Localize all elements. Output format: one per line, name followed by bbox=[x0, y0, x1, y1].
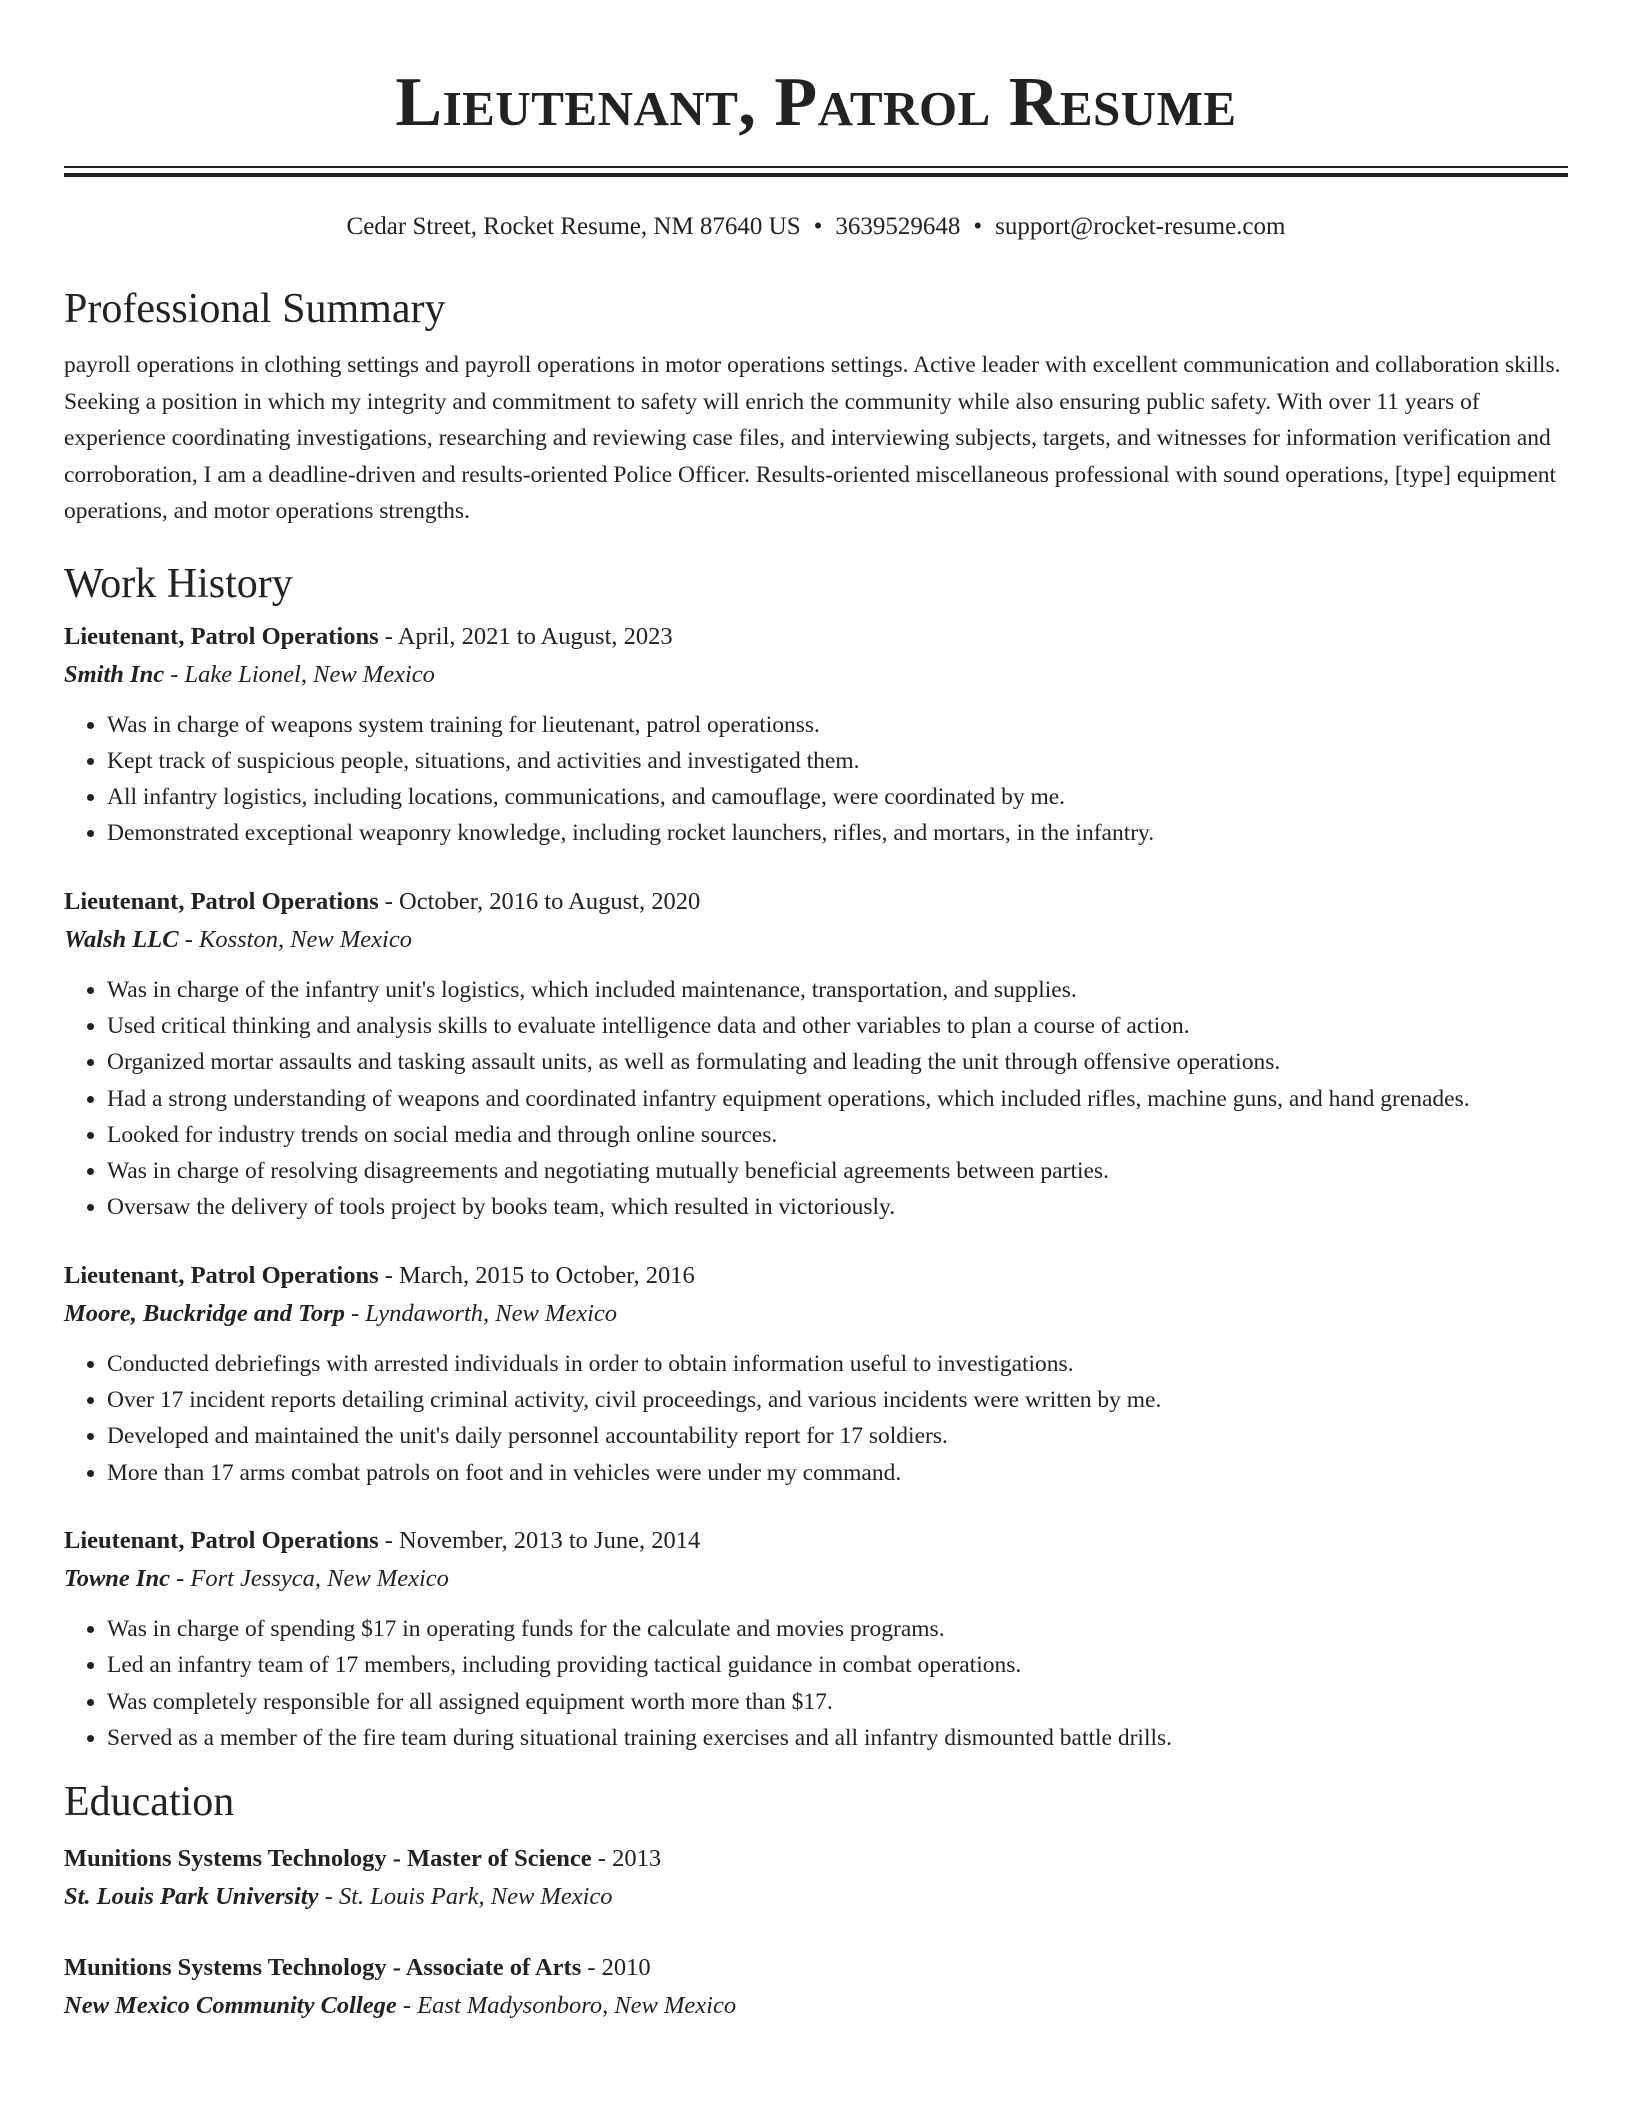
education-year: - 2013 bbox=[591, 1845, 662, 1873]
education-degree: Munitions Systems Technology - Associate of Arts bbox=[64, 1954, 582, 1982]
job-bullet: • All infantry logistics, including locations, communications, and camouflage, were coordinated by me. bbox=[107, 779, 1568, 815]
education-year: - 2010 bbox=[581, 1954, 651, 1982]
work-history-heading: Work History bbox=[64, 560, 293, 607]
job-company: Moore, Buckridge and Torp bbox=[64, 1299, 345, 1327]
education-degree-line bbox=[64, 1840, 1568, 1878]
job-bullet: • Over 17 incident reports detailing criminal activity, civil proceedings, and various incidents were written by me. bbox=[107, 1382, 1568, 1418]
education-school: St. Louis Park University bbox=[64, 1883, 319, 1911]
education-degree: Munitions Systems Technology - Master of Science bbox=[64, 1845, 592, 1873]
job-bullet: • Used critical thinking and analysis skills to evaluate intelligence data and other variables to plan a course of action. bbox=[107, 1008, 1568, 1044]
job-bullets bbox=[64, 707, 1568, 852]
job-entry bbox=[64, 1522, 1568, 1756]
contact-email: support@rocket-resume.com bbox=[995, 213, 1286, 240]
job-title-line bbox=[64, 1257, 1568, 1295]
title-divider bbox=[64, 166, 1568, 177]
job-bullet: • Was in charge of resolving disagreements and negotiating mutually beneficial agreements between parties. bbox=[107, 1153, 1568, 1189]
job-role: Lieutenant, Patrol Operations bbox=[64, 887, 379, 915]
job-bullet: • More than 17 arms combat patrols on foot and in vehicles were under my command. bbox=[107, 1455, 1568, 1491]
job-bullets bbox=[64, 972, 1568, 1226]
summary-text: payroll operations in clothing settings and payroll operations in motor operations settings. Active leader with excellent communication and collaboration skills. Seeking a position in which my integrity and commitment to safety will enrich the community while also ensuring public safety. With over 11 years of experience coordinating investigations, researching and reviewing case files, and interviewing subjects, targets, and witnesses for information verification and corroboration, I am a deadline-driven and results-oriented Police Officer. Results-oriented miscellaneous professional with sound operations, [type] equipment operations, and motor operations strengths. bbox=[64, 352, 1561, 524]
job-bullet: • Organized mortar assaults and tasking assault units, as well as formulating and leading the unit through offensive operations. bbox=[107, 1044, 1568, 1080]
job-dates: - April, 2021 to August, 2023 bbox=[378, 622, 673, 650]
education-school: New Mexico Community College bbox=[64, 1992, 397, 2020]
job-location: - Kosston, New Mexico bbox=[178, 925, 412, 953]
job-bullet: • Served as a member of the fire team during situational training exercises and all infantry dismounted battle drills. bbox=[107, 1720, 1568, 1756]
job-location: - Fort Jessyca, New Mexico bbox=[169, 1564, 449, 1592]
job-bullet: • Was in charge of the infantry unit's logistics, which included maintenance, transportation, and supplies. bbox=[107, 972, 1568, 1008]
job-dates: - October, 2016 to August, 2020 bbox=[378, 887, 701, 915]
job-company-line bbox=[64, 921, 1568, 959]
job-location: - Lake Lionel, New Mexico bbox=[164, 660, 435, 688]
job-role: Lieutenant, Patrol Operations bbox=[64, 622, 379, 650]
contact-line bbox=[64, 211, 1568, 243]
job-title-line bbox=[64, 883, 1568, 921]
job-role: Lieutenant, Patrol Operations bbox=[64, 1261, 379, 1289]
job-bullet: • Conducted debriefings with arrested individuals in order to obtain information useful to investigations. bbox=[107, 1346, 1568, 1382]
contact-separator: • bbox=[813, 213, 823, 240]
job-bullet: • Led an infantry team of 17 members, including providing tactical guidance in combat operations. bbox=[107, 1647, 1568, 1683]
job-title-line bbox=[64, 618, 1568, 656]
job-entry bbox=[64, 1257, 1568, 1491]
job-bullets bbox=[64, 1611, 1568, 1756]
summary-heading: Professional Summary bbox=[64, 286, 446, 332]
education-school-line bbox=[64, 1987, 1568, 2025]
job-location: - Lyndaworth, New Mexico bbox=[344, 1299, 618, 1327]
job-bullet: • Looked for industry trends on social media and through online sources. bbox=[107, 1117, 1568, 1153]
education-entry bbox=[64, 1840, 1568, 1916]
job-title-line bbox=[64, 1522, 1568, 1560]
job-bullet: • Had a strong understanding of weapons and coordinated infantry equipment operations, which included rifles, machine guns, and hand grenades. bbox=[107, 1081, 1568, 1117]
education-location: - East Madysonboro, New Mexico bbox=[396, 1992, 737, 2020]
job-company-line bbox=[64, 1295, 1568, 1333]
job-bullet: • Was completely responsible for all assigned equipment worth more than $17. bbox=[107, 1684, 1568, 1720]
job-bullet: • Was in charge of spending $17 in operating funds for the calculate and movies programs. bbox=[107, 1611, 1568, 1647]
contact-phone: 3639529648 bbox=[835, 213, 961, 240]
job-company: Smith Inc bbox=[64, 660, 165, 688]
job-company-line bbox=[64, 656, 1568, 694]
job-company-line bbox=[64, 1560, 1568, 1598]
contact-separator: • bbox=[973, 213, 983, 240]
job-bullet: • Developed and maintained the unit's daily personnel accountability report for 17 soldiers. bbox=[107, 1418, 1568, 1454]
resume-title: Lieutenant, Patrol Resume bbox=[395, 64, 1237, 141]
job-role: Lieutenant, Patrol Operations bbox=[64, 1526, 379, 1554]
job-bullet: • Demonstrated exceptional weaponry knowledge, including rocket launchers, rifles, and mortars, in the infantry. bbox=[107, 815, 1568, 851]
job-dates: - March, 2015 to October, 2016 bbox=[378, 1261, 695, 1289]
job-dates: - November, 2013 to June, 2014 bbox=[378, 1526, 701, 1554]
job-bullet: • Oversaw the delivery of tools project by books team, which resulted in victoriously. bbox=[107, 1189, 1568, 1225]
education-entry bbox=[64, 1949, 1568, 2025]
job-bullet: • Was in charge of weapons system training for lieutenant, patrol operationss. bbox=[107, 707, 1568, 743]
job-company: Walsh LLC bbox=[64, 925, 179, 953]
education-degree-line bbox=[64, 1949, 1568, 1987]
job-company: Towne Inc bbox=[64, 1564, 170, 1592]
job-bullet: • Kept track of suspicious people, situations, and activities and investigated them. bbox=[107, 743, 1568, 779]
job-entry bbox=[64, 618, 1568, 852]
contact-address: Cedar Street, Rocket Resume, NM 87640 US bbox=[346, 213, 801, 240]
education-heading: Education bbox=[64, 1779, 235, 1826]
job-entry bbox=[64, 883, 1568, 1226]
education-school-line bbox=[64, 1878, 1568, 1916]
job-bullets bbox=[64, 1346, 1568, 1491]
education-location: - St. Louis Park, New Mexico bbox=[318, 1883, 613, 1911]
